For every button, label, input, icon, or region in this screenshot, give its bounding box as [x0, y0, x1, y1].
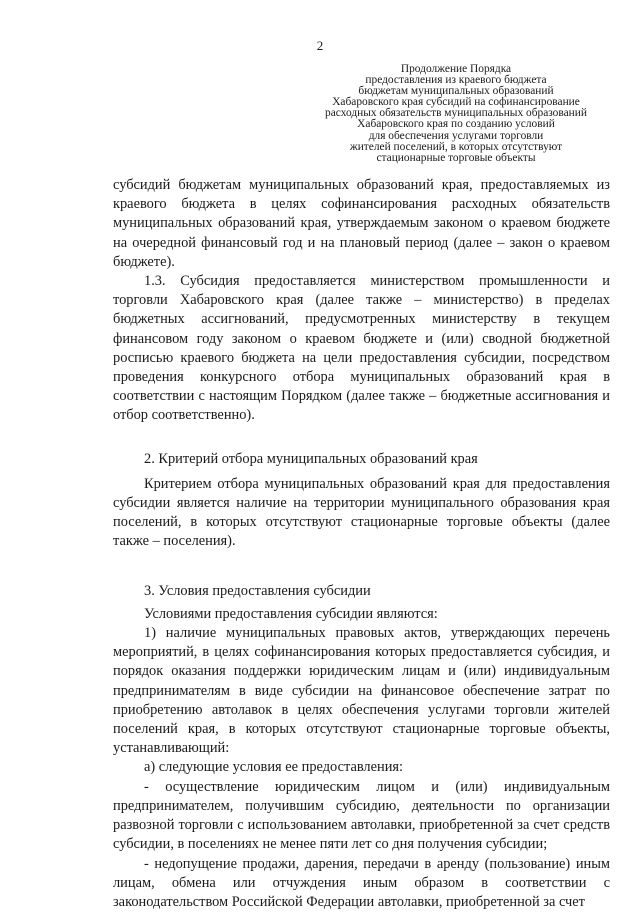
header-line: предоставления из краевого бюджета [300, 75, 612, 86]
section-heading: 2. Критерий отбора муниципальных образований края [113, 450, 610, 469]
paragraph: - недопущение продажи, дарения, передачи в аренду (пользование) иным лицам, обмена или отчуждения иным образом в соответствии с законодательством Российской Федерации автолавки, приобретенной за счет [113, 855, 610, 912]
header-line: Хабаровского края субсидий на софинансирование [300, 97, 612, 108]
page-number: 2 [0, 38, 640, 54]
paragraph: а) следующие условия ее предоставления: [113, 758, 610, 777]
paragraph: - осуществление юридическим лицом и (или) индивидуальным предпринимателем, получившим субсидию, деятельности по организации развозной торговли с использованием автолавки, приобретенной за счет средств субсидии, в поселениях не менее пяти лет со дня получения субсидии; [113, 778, 610, 855]
header-line: Хабаровского края по созданию условий [300, 119, 612, 130]
header-line: для обеспечения услугами торговли [300, 131, 612, 142]
header-line: бюджетам муниципальных образований [300, 86, 612, 97]
header-line: Продолжение Порядка [300, 64, 612, 75]
header-line: расходных обязательств муниципальных образований [300, 108, 612, 119]
paragraph: 1.3. Субсидия предоставляется министерством промышленности и торговли Хабаровского края (далее также – министерство) в пределах бюджетных ассигнований, предусмотренных министерству в текущем финансовом году законом о краевом бюджете и (или) сводной бюджетной росписью краевого бюджета на цели предоставления субсидии, посредством проведения конкурсного отбора муниципальных образований края в соответствии с настоящим Порядком (далее также – бюджетные ассигнования и отбор соответственно). [113, 272, 610, 426]
paragraph: субсидий бюджетам муниципальных образований края, предоставляемых из краевого бюджета в целях софинансирования расходных обязательств муниципальных образований края, утверждаемым законом о краевом бюджете на очередной финансовый год и на плановый период (далее – закон о краевом бюджете). [113, 176, 610, 272]
paragraph: Условиями предоставления субсидии являются: [113, 605, 610, 624]
paragraph: Критерием отбора муниципальных образований края для предоставления субсидии является наличие на территории муниципального образования края поселений, в которых отсутствуют стационарные торговые объекты (далее также – поселения). [113, 475, 610, 552]
header-line: стационарные торговые объекты [300, 153, 612, 164]
document-header [300, 64, 612, 164]
document-body [113, 176, 610, 912]
section-heading: 3. Условия предоставления субсидии [113, 582, 610, 601]
header-line: жителей поселений, в которых отсутствуют [300, 142, 612, 153]
paragraph: 1) наличие муниципальных правовых актов, утверждающих перечень мероприятий, в целях софинансирования которых предоставляется субсидия, и порядок оказания поддержки юридическим лицам и (или) индивидуальным предпринимателям в виде субсидии на финансовое обеспечение затрат по приобретению автолавок в целях обеспечения услугами торговли жителей поселений края, в которых отсутствуют стационарные торговые объекты, устанавливающий: [113, 624, 610, 758]
